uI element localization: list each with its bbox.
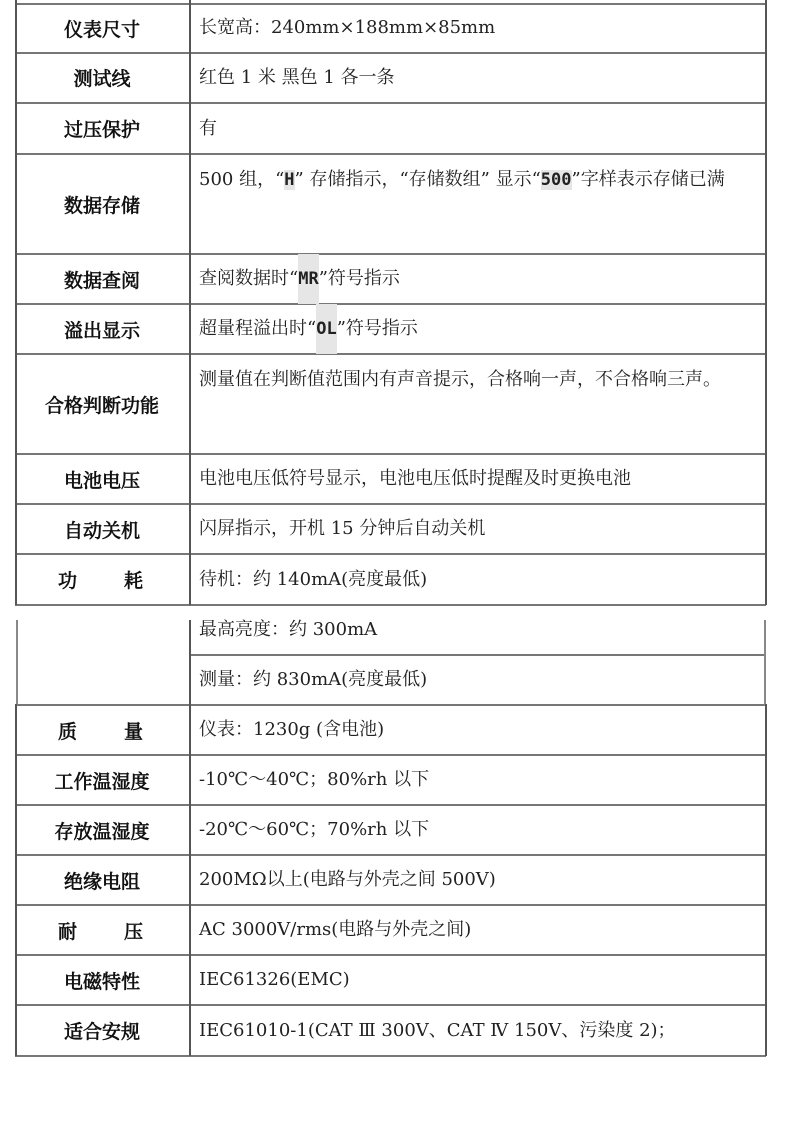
table-row <box>15 255 766 303</box>
row-value: 查阅数据时“ MR ”符号指示 <box>199 255 760 303</box>
row-label: 存放温湿度 <box>54 820 150 843</box>
row-value: 闪屏指示，开机 15 分钟后自动关机 <box>199 518 486 539</box>
row-value: 测量：约 830mA(亮度最低) <box>199 669 428 690</box>
row-value: 仪表：1230g (含电池) <box>199 719 385 740</box>
row-value: 待机：约 140mA(亮度最低) <box>199 568 428 590</box>
table-row <box>15 906 766 954</box>
row-label: 功 耗 <box>58 570 143 592</box>
row-value: 超量程溢出时“ OL ”符号指示 <box>199 305 760 353</box>
row-label: 数据查阅 <box>63 269 140 292</box>
row-value: 有 <box>199 117 217 139</box>
symbol-highlight: MR <box>298 254 318 304</box>
row-value: 500 组，“H” 存储指示，“存储数组” 显示“500”字样表示存储已满 <box>199 169 725 190</box>
table-row <box>15 155 766 253</box>
row-label: 溢出显示 <box>63 319 140 342</box>
row-label: 测试线 <box>73 68 131 90</box>
table-row <box>15 104 766 153</box>
row-label: 仪表尺寸 <box>63 18 140 41</box>
row-value: 最高亮度：约 300mA <box>199 619 378 640</box>
row-value: 长宽高：240mm×188mm×85mm <box>199 17 496 38</box>
symbol-highlight: OL <box>316 304 336 354</box>
table-row <box>15 956 766 1004</box>
row-label: 电磁特性 <box>63 970 140 993</box>
table-row <box>15 606 766 654</box>
symbol-highlight: 500 <box>540 170 572 190</box>
row-value: -10℃～40℃；80%rh 以下 <box>199 769 430 790</box>
row-label: 绝缘电阻 <box>63 870 140 893</box>
row-value: 红色 1 米 黑色 1 各一条 <box>199 66 395 88</box>
row-value: 200MΩ以上(电路与外壳之间 500V) <box>199 869 496 890</box>
row-label: 过压保护 <box>63 119 140 141</box>
table-row <box>15 555 766 604</box>
table-row <box>15 4 766 52</box>
row-value: IEC61326(EMC) <box>199 969 350 990</box>
row-label: 工作温湿度 <box>54 770 150 793</box>
table-row <box>15 455 766 503</box>
row-label: 耐 压 <box>58 920 143 943</box>
table-row <box>15 355 766 453</box>
row-label: 数据存储 <box>63 194 140 217</box>
row-label: 合格判断功能 <box>44 394 159 417</box>
table-row <box>15 706 766 754</box>
table-row <box>15 756 766 804</box>
table-row <box>15 656 766 704</box>
row-value: 电池电压低符号显示，电池电压低时提醒及时更换电池 <box>199 468 631 489</box>
row-label: 质 量 <box>58 720 143 743</box>
table-row <box>15 1006 766 1055</box>
table-row <box>15 53 766 102</box>
row-label: 适合安规 <box>63 1021 140 1043</box>
row-value: IEC61010-1(CAT Ⅲ 300V、CAT Ⅳ 150V、污染度 2)； <box>199 1019 676 1041</box>
table-row <box>15 305 766 353</box>
row-label: 电池电压 <box>63 469 140 492</box>
table-row <box>15 505 766 553</box>
row-label: 自动关机 <box>63 519 140 542</box>
table-row <box>15 806 766 854</box>
symbol-highlight: H <box>284 170 295 190</box>
row-value: AC 3000V/rms(电路与外壳之间) <box>199 919 472 940</box>
row-value: -20℃～60℃；70%rh 以下 <box>199 819 430 840</box>
row-value: 测量值在判断值范围内有声音提示，合格响一声，不合格响三声。 <box>199 369 721 390</box>
table-row <box>15 856 766 904</box>
